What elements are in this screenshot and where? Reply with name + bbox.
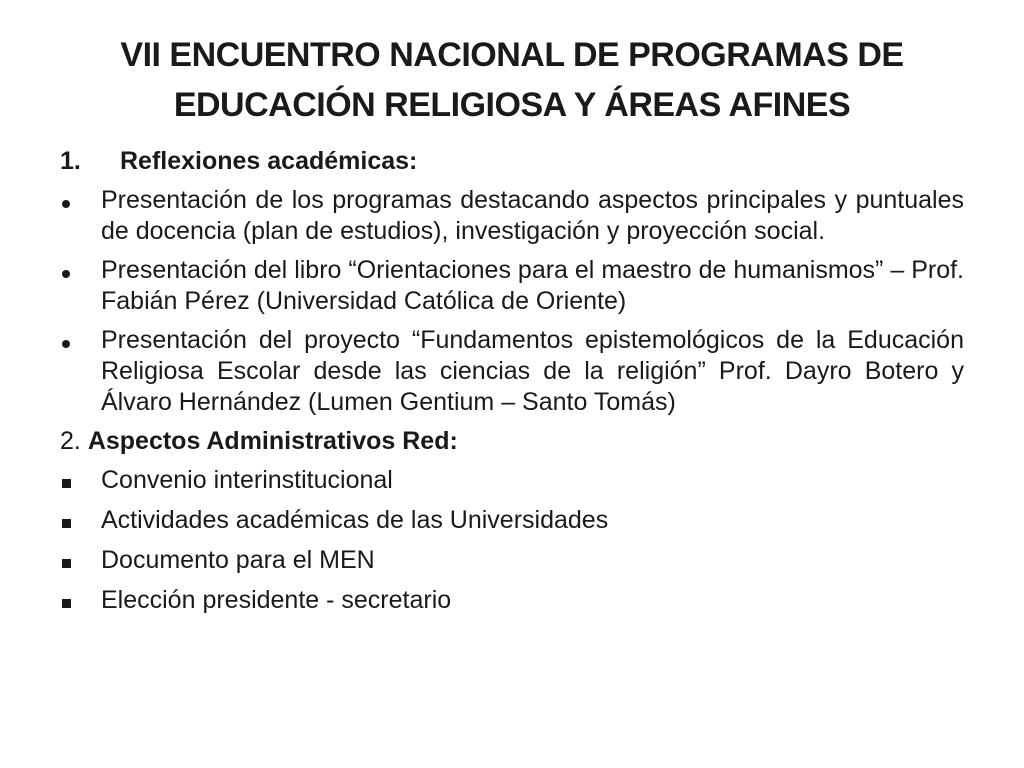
- list-item-text: Convenio interinstitucional: [101, 466, 393, 494]
- section-heading-2: [60, 426, 964, 457]
- square-bullet-icon: [60, 465, 71, 496]
- list-item: [60, 585, 964, 616]
- list-item-text: Presentación del libro “Orientaciones para el maestro de humanismos” – Prof. Fabián Pérez (Universidad Católica de Oriente): [101, 256, 964, 315]
- list-item: [60, 505, 964, 536]
- section-number-1: 1.: [60, 147, 81, 175]
- bullet-icon: [60, 325, 70, 356]
- list-item-text: Elección presidente - secretario: [101, 586, 452, 614]
- section-heading-2-text: Aspectos Administrativos Red:: [87, 427, 458, 455]
- bullet-icon: [60, 185, 70, 216]
- bullet-icon: [60, 255, 70, 286]
- list-item: [60, 255, 964, 317]
- square-bullet-icon: [60, 585, 71, 616]
- list-item: [60, 185, 964, 247]
- slide-body: [60, 146, 964, 625]
- list-item: [60, 545, 964, 576]
- list-item-text: Presentación de los programas destacando aspectos principales y puntuales de docencia (plan de estudios), investigación y proyección social.: [101, 186, 964, 245]
- section-heading-1: [60, 146, 964, 177]
- square-bullet-icon: [60, 545, 71, 576]
- list-item-text: Presentación del proyecto “Fundamentos epistemológicos de la Educación Religiosa Escolar desde las ciencias de la religión” Prof. Dayro Botero y Álvaro Hernández (Lumen Gentium – Santo Tomás): [101, 326, 964, 416]
- slide-title: VII ENCUENTRO NACIONAL DE PROGRAMAS DE EDUCACIÓN RELIGIOSA Y ÁREAS AFINES: [120, 36, 904, 124]
- list-item: [60, 325, 964, 418]
- list-item-text: Documento para el MEN: [101, 546, 375, 574]
- list-item-text: Actividades académicas de las Universidades: [101, 506, 609, 534]
- section-number-2: 2.: [60, 427, 81, 455]
- section-heading-1-text: Reflexiones académicas:: [120, 147, 418, 175]
- square-bullet-icon: [60, 505, 71, 536]
- list-item: [60, 465, 964, 496]
